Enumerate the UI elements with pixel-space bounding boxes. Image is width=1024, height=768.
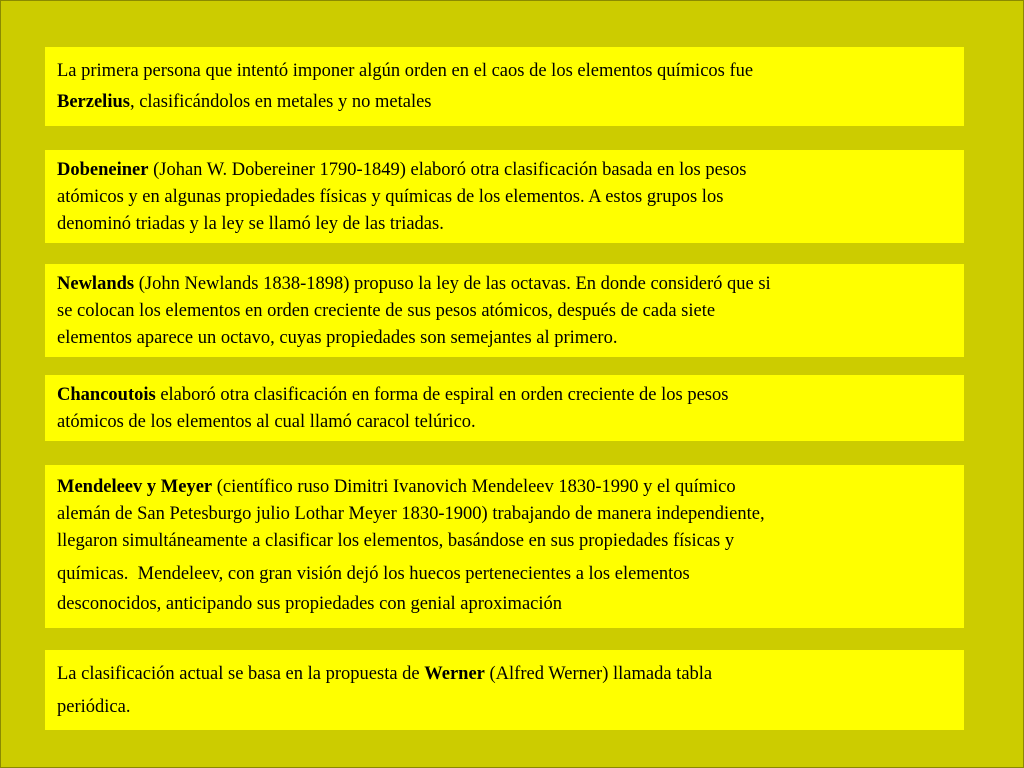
werner-name: Werner: [424, 664, 485, 684]
paragraph-werner: [57, 658, 952, 724]
dobereiner-line-3: denominó triadas y la ley se llamó ley de las triadas.: [57, 214, 444, 234]
mendeleev-meyer-name: Mendeleev y Meyer: [57, 477, 213, 497]
berzelius-line-1: La primera persona que intentó imponer algún orden en el caos de los elementos químicos fue: [57, 61, 754, 81]
mendeleev-line-5: desconocidos, anticipando sus propiedades con genial aproximación: [57, 594, 563, 614]
werner-line-1a: La clasificación actual se basa en la propuesta de: [57, 664, 425, 684]
berzelius-line-2: , clasificándolos en metales y no metales: [129, 92, 432, 112]
paragraph-chancourtois: [57, 382, 952, 436]
dobereiner-name: Dobeneiner: [57, 160, 149, 180]
mendeleev-line-1: (científico ruso Dimitri Ivanovich Mendeleev 1830-1990 y el químico: [212, 477, 736, 497]
dobereiner-line-1: (Johan W. Dobereiner 1790-1849) elaboró otra clasificación basada en los pesos: [148, 160, 747, 180]
newlands-line-1: (John Newlands 1838-1898) propuso la ley de las octavas. En donde consideró que si: [134, 274, 771, 294]
chancourtois-line-2: atómicos de los elementos al cual llamó caracol telúrico.: [57, 412, 476, 432]
text-box-berzelius: [45, 47, 964, 126]
mendeleev-line-4: químicas. Mendeleev, con gran visión dejó los huecos pertenecientes a los elementos: [57, 564, 690, 584]
mendeleev-line-2: alemán de San Petesburgo julio Lothar Meyer 1830-1900) trabajando de manera independiente,: [57, 504, 765, 524]
text-box-chancourtois: [45, 375, 964, 441]
paragraph-newlands: [57, 271, 952, 352]
paragraph-berzelius: [57, 56, 952, 118]
text-box-werner: [45, 650, 964, 730]
chancourtois-line-1: elaboró otra clasificación en forma de espiral en orden creciente de los pesos: [155, 385, 729, 405]
paragraph-mendeleev-meyer: [57, 474, 952, 555]
text-box-dobereiner: [45, 150, 964, 243]
dobereiner-line-2: atómicos y en algunas propiedades físicas y químicas de los elementos. A estos grupos los: [57, 187, 724, 207]
mendeleev-line-3: llegaron simultáneamente a clasificar los elementos, basándose en sus propiedades físicas y: [57, 531, 735, 551]
newlands-line-2: se colocan los elementos en orden creciente de sus pesos atómicos, después de cada siete: [57, 301, 716, 321]
text-box-mendeleev-meyer: [45, 465, 964, 628]
berzelius-name: Berzelius: [57, 92, 130, 112]
chancourtois-name: Chancoutois: [57, 385, 156, 405]
paragraph-dobereiner: [57, 157, 952, 238]
werner-line-2: periódica.: [57, 697, 131, 717]
werner-line-1b: (Alfred Werner) llamada tabla: [484, 664, 713, 684]
text-box-newlands: [45, 264, 964, 357]
newlands-line-3: elementos aparece un octavo, cuyas propiedades son semejantes al primero.: [57, 328, 618, 348]
newlands-name: Newlands: [57, 274, 135, 294]
